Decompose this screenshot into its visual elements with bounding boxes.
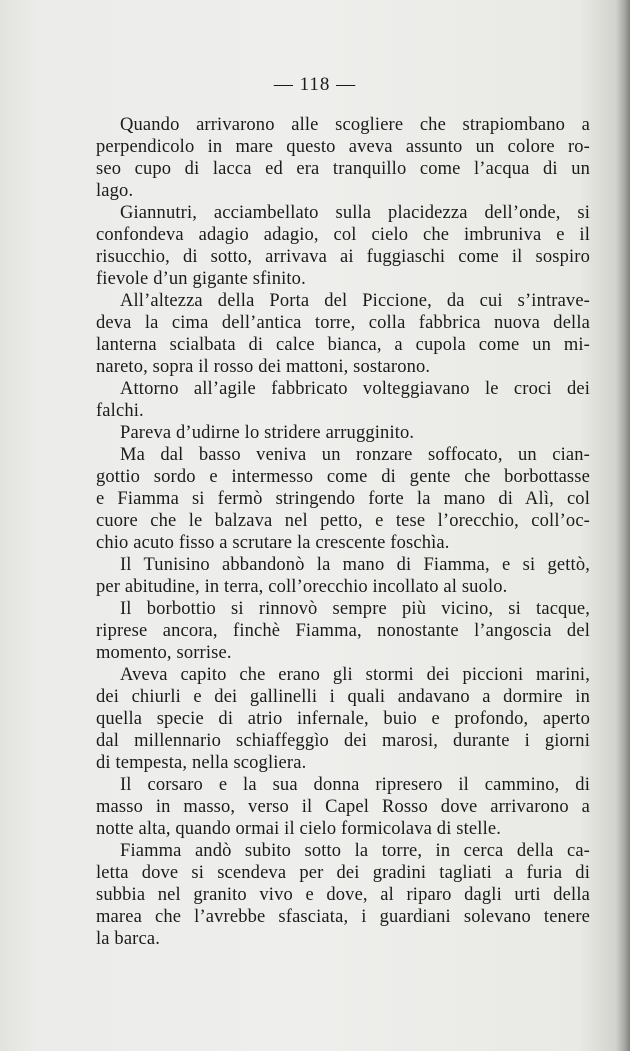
text-line: cuore che le balzava nel petto, e tese l’orecchio, coll’oc- [96,511,590,531]
text-line: quella specie di atrio infernale, buio e profondo, aperto [96,709,590,729]
text-line: deva la cima dell’antica torre, colla fabbrica nuova della [96,313,590,333]
text-line: falchi. [96,401,144,421]
text-line: la barca. [96,929,160,949]
text-line: All’altezza della Porta del Piccione, da cui s’intrave- [120,291,590,311]
text-line: Il Tunisino abbandonò la mano di Fiamma, e si gettò, [120,555,590,575]
text-line: Il borbottio si rinnovò sempre più vicino, si tacque, [120,599,590,619]
text-line: notte alta, quando ormai il cielo formicolava di stelle. [96,819,501,839]
text-line: nareto, sopra il rosso dei mattoni, sostarono. [96,357,431,377]
text-line: di tempesta, nella scogliera. [96,753,307,773]
text-line: Giannutri, acciambellato sulla placidezza dell’onde, si [120,203,590,223]
text-line: per abitudine, in terra, coll’orecchio incollato al suolo. [96,577,508,597]
body-text [96,114,590,950]
text-line: dal millennario schiaffeggìo dei marosi, durante i giorni [96,731,590,751]
text-line: chio acuto fisso a scrutare la crescente foschìa. [96,533,450,553]
page-number: — 118 — [273,74,357,95]
text-line: Quando arrivarono alle scogliere che strapiombano a [120,115,590,135]
text-line: subbia nel granito vivo e dove, al riparo dagli urti della [96,885,590,905]
text-line: dei chiurli e dei gallinelli i quali andavano a dormire in [96,687,590,707]
text-line: letta dove si scendeva per dei gradini tagliati a furia di [96,863,590,883]
text-line: momento, sorrise. [96,643,232,663]
text-line: Fiamma andò subito sotto la torre, in cerca della ca- [120,841,590,861]
text-line: Attorno all’agile fabbricato volteggiavano le croci dei [120,379,590,399]
text-line: masso in masso, verso il Capel Rosso dove arrivarono a [96,797,590,817]
text-line: confondeva adagio adagio, col cielo che imbruniva e il [96,225,590,245]
text-line: lanterna scialbata di calce bianca, a cupola come un mi- [96,335,590,355]
text-line: gottio sordo e intermesso come di gente che borbottasse [96,467,590,487]
text-line: risucchio, di sotto, arrivava ai fuggiaschi come il sospiro [96,247,590,267]
text-line: marea che l’avrebbe sfasciata, i guardiani solevano tenere [96,907,590,927]
text-line: perpendicolo in mare questo aveva assunto un colore ro- [96,137,590,157]
text-line: fievole d’un gigante sfinito. [96,269,306,289]
text-line: Ma dal basso veniva un ronzare soffocato, un cian- [120,445,590,465]
text-line: Pareva d’udirne lo stridere arrugginito. [120,423,415,443]
text-line: e Fiamma si fermò stringendo forte la mano di Alì, col [96,489,590,509]
text-line: lago. [96,181,134,201]
text-line: seo cupo di lacca ed era tranquillo come l’acqua di un [96,159,590,179]
text-line: Il corsaro e la sua donna ripresero il cammino, di [120,775,590,795]
text-line: Aveva capito che erano gli stormi dei piccioni marini, [120,665,590,685]
page-edge-shadow [616,0,630,1051]
text-line: riprese ancora, finchè Fiamma, nonostante l’angoscia del [96,621,590,641]
